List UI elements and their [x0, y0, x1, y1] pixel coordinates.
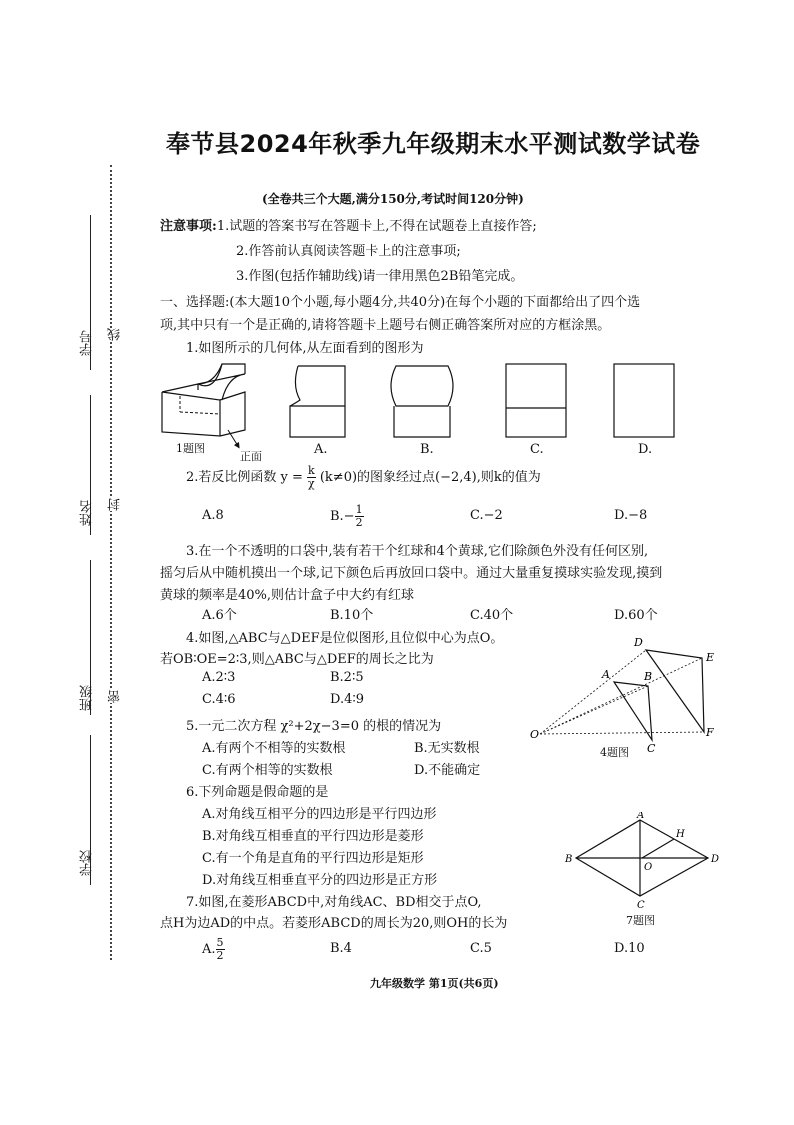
- q4-point-b: B: [644, 670, 653, 683]
- q7-point-a: A: [637, 812, 645, 821]
- q7-point-o: O: [644, 862, 653, 873]
- q2-option-b-prefix: B.−: [330, 509, 355, 524]
- q3-line1: 3.在一个不透明的口袋中,装有若干个红球和4个黄球,它们除颜色外没有任何区别,: [186, 544, 649, 559]
- q3-line2: 摇匀后从中随机摸出一个球,记下颜色后再放回口袋中。通过大量重复摸球实验发现,摸到: [160, 566, 663, 581]
- name-label: 姓名: [80, 500, 95, 526]
- q7-option-c: C.5: [470, 941, 492, 956]
- q7-point-d: D: [711, 854, 720, 865]
- q7-option-a-prefix: A.: [202, 942, 216, 957]
- q1-option-b-figure: [390, 362, 454, 440]
- q4-option-b: B.2∶5: [330, 670, 364, 685]
- section1-line1: 一、选择题:(本大题10个小题,每小题4分,共40分)在每个小题的下面都给出了四个选: [160, 295, 641, 310]
- q4-line1: 4.如图,△ABC与△DEF是位似图形,且位似中心为点O。: [186, 631, 504, 646]
- q3-option-a: A.6个: [202, 608, 237, 623]
- q1-solid-figure: [160, 362, 260, 458]
- q4-option-c: C.4∶6: [202, 692, 236, 707]
- seal-char-secret: 密: [108, 690, 123, 703]
- name-blank: [90, 395, 91, 535]
- q1-fig-caption: 1题图: [176, 442, 205, 455]
- q2-option-b: [330, 504, 364, 529]
- q2-stem: [186, 465, 541, 490]
- q6-option-c: C.有一个角是直角的平行四边形是矩形: [202, 851, 424, 866]
- notes-label: 注意事项:: [160, 219, 217, 234]
- q4-point-a: A: [602, 668, 610, 681]
- q1-option-c-figure: [504, 362, 568, 440]
- q6-stem: 6.下列命题是假命题的是: [186, 785, 329, 800]
- student-id-label: 学号: [80, 330, 95, 356]
- q6-option-a: A.对角线互相平分的四边形是平行四边形: [202, 807, 437, 822]
- q4-line2: 若OB∶OE=2∶3,则△ABC与△DEF的周长之比为: [160, 652, 434, 667]
- q1-option-a-figure: [288, 362, 348, 440]
- q1-stem: 1.如图所示的几何体,从左面看到的图形为: [186, 341, 424, 356]
- q2-option-b-num: 1: [355, 503, 363, 516]
- q7-point-b: B: [565, 854, 573, 865]
- q7-line1: 7.如图,在菱形ABCD中,对角线AC、BD相交于点O,: [186, 895, 482, 910]
- class-label: 班级: [80, 685, 95, 711]
- q4-point-e: E: [706, 651, 715, 664]
- q7-option-d: D.10: [614, 941, 645, 956]
- q2-frac-num: k: [308, 464, 315, 477]
- notes-block: [160, 215, 537, 234]
- q7-rhombus-figure: [560, 812, 730, 912]
- q1-option-c: C.: [530, 442, 544, 457]
- q5-stem: 5.一元二次方程 χ²+2χ−3=0 的根的情况为: [186, 719, 442, 734]
- q4-point-d: D: [634, 636, 643, 649]
- q7-point-c: C: [637, 900, 645, 911]
- q1-option-d-figure: [612, 362, 676, 440]
- q7-option-b: B.4: [330, 941, 352, 956]
- binding-dotted-line: [110, 165, 112, 960]
- q2-fraction: [307, 465, 316, 490]
- q3-option-d: D.60个: [614, 608, 658, 623]
- q7-line2: 点H为边AD的中点。若菱形ABCD的周长为20,则OH的长为: [160, 916, 508, 931]
- q1-option-b: B.: [420, 442, 434, 457]
- q2-stem-pre: 2.若反比例函数 y =: [186, 470, 303, 485]
- q1-option-d: D.: [638, 442, 653, 457]
- seal-char-line: 线: [108, 328, 123, 341]
- q3-line3: 黄球的频率是40%,则估计盒子中大约有红球: [160, 588, 415, 603]
- page-footer: 九年级数学 第1页(共6页): [370, 977, 499, 990]
- q4-point-c: C: [647, 742, 656, 755]
- school-blank: [90, 735, 91, 885]
- q7-fig-caption: 7题图: [626, 914, 655, 927]
- section1-line2: 项,其中只有一个是正确的,请将答题卡上题号右侧正确答案所对应的方框涂黑。: [160, 318, 611, 333]
- q5-option-a: A.有两个不相等的实数根: [202, 741, 346, 756]
- q4-option-a: A.2∶3: [202, 670, 236, 685]
- q2-stem-post: (k≠0)的图象经过点(−2,4),则k的值为: [319, 470, 541, 485]
- note-3: 3.作图(包括作辅助线)请一律用黑色2B铅笔完成。: [236, 269, 524, 284]
- note-1: 1.试题的答案书写在答题卡上,不得在试题卷上直接作答;: [216, 219, 537, 234]
- q5-option-b: B.无实数根: [414, 741, 480, 756]
- school-label: 学校: [80, 850, 95, 876]
- q3-option-b: B.10个: [330, 608, 374, 623]
- q7-option-a: [202, 937, 225, 962]
- q6-option-b: B.对角线互相垂直的平行四边形是菱形: [202, 829, 424, 844]
- q5-option-d: D.不能确定: [414, 763, 481, 778]
- q7-option-a-den: 2: [216, 949, 224, 962]
- q1-front-label: 正面: [240, 450, 262, 463]
- q4-homothety-figure: [528, 630, 728, 760]
- q4-option-d: D.4∶9: [330, 692, 365, 707]
- class-blank: [90, 560, 91, 715]
- seal-char-seal: 封: [108, 498, 123, 511]
- q6-option-d: D.对角线互相垂直平分的四边形是正方形: [202, 873, 438, 888]
- q5-option-c: C.有两个相等的实数根: [202, 763, 333, 778]
- exam-subtitle: (全卷共三个大题,满分150分,考试时间120分钟): [262, 192, 524, 206]
- q2-option-c: C.−2: [470, 508, 503, 523]
- q2-option-a: A.8: [202, 508, 224, 523]
- q7-point-h: H: [676, 829, 685, 840]
- q2-frac-den: χ: [308, 477, 315, 490]
- q7-option-a-num: 5: [216, 936, 224, 949]
- q3-option-c: C.40个: [470, 608, 514, 623]
- note-2: 2.作答前认真阅读答题卡上的注意事项;: [236, 244, 461, 259]
- q4-point-o: O: [530, 728, 540, 741]
- q4-fig-caption: 4题图: [600, 746, 629, 759]
- q2-option-d: D.−8: [614, 508, 648, 523]
- exam-title: 奉节县2024年秋季九年级期末水平测试数学试卷: [166, 130, 701, 158]
- student-id-blank: [90, 215, 91, 370]
- q1-option-a: A.: [314, 442, 328, 457]
- q4-point-f: F: [706, 726, 714, 739]
- q2-option-b-den: 2: [355, 516, 363, 529]
